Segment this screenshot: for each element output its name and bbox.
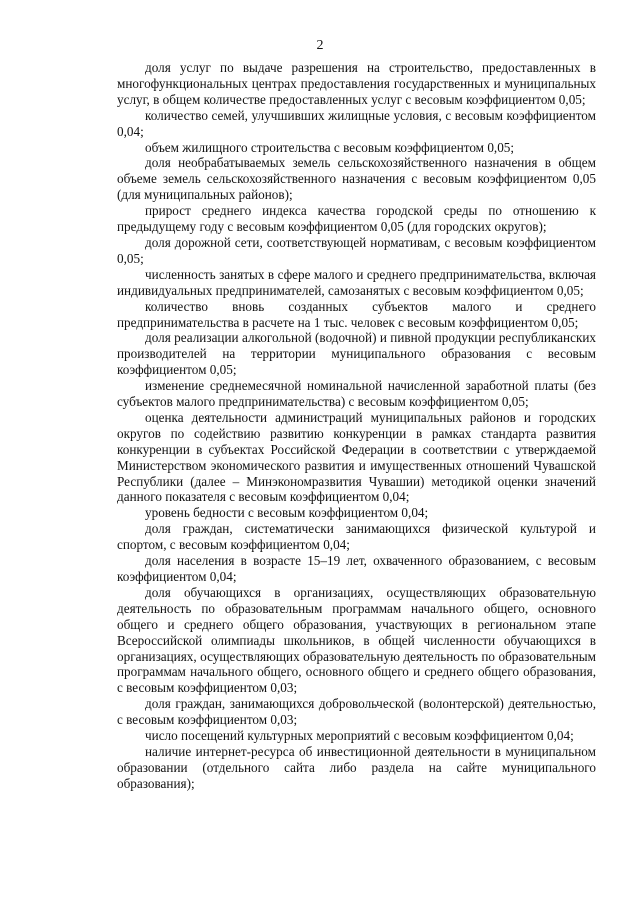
paragraph: количество семей, улучшивших жилищные условия, с весовым коэффициентом 0,04; — [117, 107, 596, 139]
page-number: 2 — [316, 38, 324, 53]
paragraph: прирост среднего индекса качества городской среды по отношению к предыдущему году с весовым коэффициентом 0,05 (для городских округов); — [117, 203, 596, 235]
paragraph: доля населения в возрасте 15–19 лет, охваченного образованием, с весовым коэффициентом 0,04; — [117, 553, 596, 584]
body-text — [117, 60, 596, 792]
paragraph: доля реализации алкогольной (водочной) и пивной продукции республиканских производителей на территории муниципального образования с весовым коэффициентом 0,05; — [117, 330, 596, 378]
paragraph: доля необрабатываемых земель сельскохозяйственного назначения в общем объеме земель сельскохозяйственного назначения с весовым коэффициентом 0,05 (для муниципальных районов); — [117, 155, 596, 203]
paragraph: число посещений культурных мероприятий с весовым коэффициентом 0,04; — [145, 728, 574, 744]
paragraph: объем жилищного строительства с весовым коэффициентом 0,05; — [145, 139, 515, 155]
paragraph: количество вновь созданных субъектов малого и среднего предпринимательства в расчете на 1 тыс. человек с весовым коэффициентом 0,05; — [117, 298, 596, 330]
paragraph: доля услуг по выдаче разрешения на строительство, предоставленных в многофункциональных центрах предоставления государственных и муниципальных услуг, в общем количестве предоставленных услуг с весовым коэффициентом 0,05; — [117, 60, 596, 107]
paragraph: численность занятых в сфере малого и среднего предпринимательства, включая индивидуальных предпринимателей, самозанятых с весовым коэффициентом 0,05; — [117, 266, 596, 298]
paragraph: доля граждан, систематически занимающихся физической культурой и спортом, с весовым коэффициентом 0,04; — [117, 521, 596, 553]
paragraph: доля обучающихся в организациях, осуществляющих образовательную деятельность по образовательным программам начального общего, основного общего и среднего общего образования, участвующих в региональном этапе Всероссийской олимпиады школьников, в общей численности обучающихся в организациях, осуществляющих образовательную деятельность по образовательным программам начального общего, основного общего и среднего общего образования, с весовым коэффициентом 0,03; — [117, 584, 596, 696]
paragraph: доля дорожной сети, соответствующей нормативам, с весовым коэффициентом 0,05; — [117, 234, 596, 266]
paragraph: изменение среднемесячной номинальной начисленной заработной платы (без субъектов малого предпринимательства) с весовым коэффициентом 0,05; — [117, 378, 596, 410]
paragraph: наличие интернет-ресурса об инвестиционной деятельности в муниципальном образовании (отдельного сайта либо раздела на сайте муниципального образования); — [117, 743, 596, 791]
paragraph: оценка деятельности администраций муниципальных районов и городских округов по содействию развитию конкуренции в рамках стандарта развития конкуренции в субъектах Российской Федерации в соответствии с утверждаемой Министерством экономического развития и имущественных отношений Чувашской Республики (далее – Минэкономразвития Чувашии) методикой оценки значений данного показателя с весовым коэффициентом 0,04; — [117, 409, 596, 505]
paragraph: уровень бедности с весовым коэффициентом 0,04; — [145, 505, 429, 521]
paragraph: доля граждан, занимающихся добровольческой (волонтерской) деятельностью, с весовым коэффициентом 0,03; — [117, 696, 596, 728]
